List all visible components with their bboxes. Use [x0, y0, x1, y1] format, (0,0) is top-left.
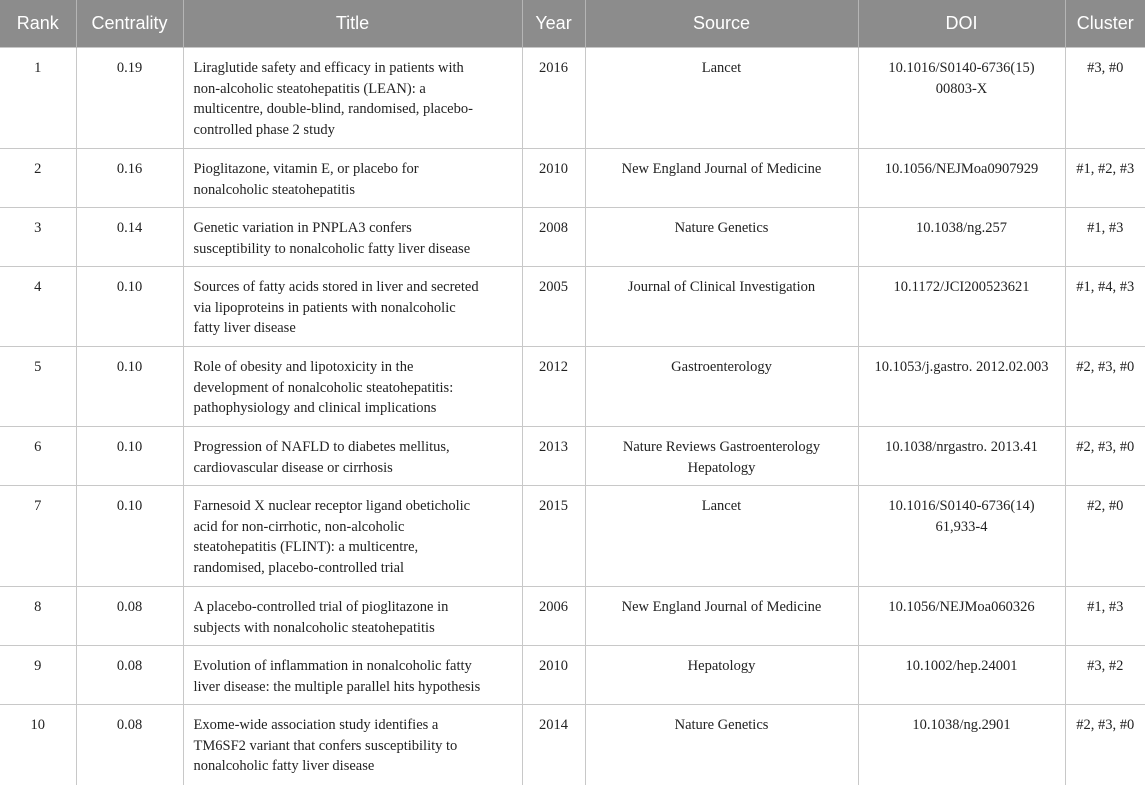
table-row [0, 646, 1145, 705]
year-cell: 2014 [522, 705, 585, 785]
centrality-cell: 0.10 [76, 486, 183, 587]
title-cell: Progression of NAFLD to diabetes mellitus, cardiovascular disease or cirrhosis [183, 427, 522, 486]
table-row [0, 427, 1145, 486]
cluster-cell: #3, #2 [1065, 646, 1145, 705]
source-cell: Journal of Clinical Investigation [585, 267, 858, 347]
source-cell: Nature Genetics [585, 705, 858, 785]
rank-cell: 1 [0, 48, 76, 149]
title-cell: Exome-wide association study identifies a TM6SF2 variant that confers susceptibility to nonalcoholic fatty liver disease [183, 705, 522, 785]
doi-cell: 10.1002/hep.24001 [858, 646, 1065, 705]
cluster-cell: #2, #3, #0 [1065, 427, 1145, 486]
year-cell: 2012 [522, 347, 585, 427]
source-cell: Gastroenterology [585, 347, 858, 427]
rank-cell: 5 [0, 347, 76, 427]
table-row [0, 347, 1145, 427]
table-row [0, 149, 1145, 208]
cluster-cell: #1, #4, #3 [1065, 267, 1145, 347]
title-cell: Farnesoid X nuclear receptor ligand obeticholic acid for non-cirrhotic, non-alcoholic steatohepatitis (FLINT): a multicentre, randomised, placebo-controlled trial [183, 486, 522, 587]
doi-cell: 10.1038/nrgastro. 2013.41 [858, 427, 1065, 486]
title-cell: Evolution of inflammation in nonalcoholic fatty liver disease: the multiple parallel hits hypothesis [183, 646, 522, 705]
rank-cell: 9 [0, 646, 76, 705]
cluster-cell: #1, #3 [1065, 208, 1145, 267]
source-cell: Nature Reviews Gastroenterology Hepatology [585, 427, 858, 486]
year-cell: 2005 [522, 267, 585, 347]
rank-cell: 10 [0, 705, 76, 785]
centrality-cell: 0.08 [76, 587, 183, 646]
centrality-cell: 0.10 [76, 267, 183, 347]
centrality-cell: 0.10 [76, 427, 183, 486]
centrality-cell: 0.08 [76, 646, 183, 705]
centrality-cell: 0.16 [76, 149, 183, 208]
cluster-cell: #3, #0 [1065, 48, 1145, 149]
rank-cell: 7 [0, 486, 76, 587]
centrality-cell: 0.19 [76, 48, 183, 149]
centrality-cell: 0.08 [76, 705, 183, 785]
source-cell: Nature Genetics [585, 208, 858, 267]
year-cell: 2013 [522, 427, 585, 486]
header-cluster: Cluster [1065, 0, 1145, 48]
doi-cell: 10.1016/S0140-6736(14) 61,933-4 [858, 486, 1065, 587]
year-cell: 2015 [522, 486, 585, 587]
rank-cell: 6 [0, 427, 76, 486]
cluster-cell: #2, #3, #0 [1065, 705, 1145, 785]
title-cell: Role of obesity and lipotoxicity in the development of nonalcoholic steatohepatitis: pathophysiology and clinical implications [183, 347, 522, 427]
rank-cell: 2 [0, 149, 76, 208]
source-cell: Lancet [585, 48, 858, 149]
table-row [0, 486, 1145, 587]
year-cell: 2010 [522, 149, 585, 208]
header-year: Year [522, 0, 585, 48]
title-cell: Pioglitazone, vitamin E, or placebo for nonalcoholic steatohepatitis [183, 149, 522, 208]
table-row [0, 267, 1145, 347]
table-row [0, 705, 1145, 785]
source-cell: Lancet [585, 486, 858, 587]
title-cell: Genetic variation in PNPLA3 confers susceptibility to nonalcoholic fatty liver disease [183, 208, 522, 267]
source-cell: Hepatology [585, 646, 858, 705]
header-doi: DOI [858, 0, 1065, 48]
cluster-cell: #1, #2, #3 [1065, 149, 1145, 208]
doi-cell: 10.1056/NEJMoa060326 [858, 587, 1065, 646]
table-row [0, 587, 1145, 646]
rank-cell: 4 [0, 267, 76, 347]
header-title: Title [183, 0, 522, 48]
header-source: Source [585, 0, 858, 48]
source-cell: New England Journal of Medicine [585, 149, 858, 208]
title-cell: Liraglutide safety and efficacy in patients with non-alcoholic steatohepatitis (LEAN): a multicentre, double-blind, randomised, placebo- controlled phase 2 study [183, 48, 522, 149]
year-cell: 2016 [522, 48, 585, 149]
title-cell: A placebo-controlled trial of pioglitazone in subjects with nonalcoholic steatohepatitis [183, 587, 522, 646]
doi-cell: 10.1038/ng.257 [858, 208, 1065, 267]
header-row [0, 0, 1145, 48]
year-cell: 2010 [522, 646, 585, 705]
doi-cell: 10.1016/S0140-6736(15) 00803-X [858, 48, 1065, 149]
year-cell: 2006 [522, 587, 585, 646]
rank-cell: 8 [0, 587, 76, 646]
doi-cell: 10.1038/ng.2901 [858, 705, 1065, 785]
header-centrality: Centrality [76, 0, 183, 48]
doi-cell: 10.1053/j.gastro. 2012.02.003 [858, 347, 1065, 427]
doi-cell: 10.1172/JCI200523621 [858, 267, 1065, 347]
rank-cell: 3 [0, 208, 76, 267]
year-cell: 2008 [522, 208, 585, 267]
cluster-cell: #2, #3, #0 [1065, 347, 1145, 427]
source-cell: New England Journal of Medicine [585, 587, 858, 646]
header-rank: Rank [0, 0, 76, 48]
doi-cell: 10.1056/NEJMoa0907929 [858, 149, 1065, 208]
cluster-cell: #2, #0 [1065, 486, 1145, 587]
title-cell: Sources of fatty acids stored in liver and secreted via lipoproteins in patients with nonalcoholic fatty liver disease [183, 267, 522, 347]
table-body [0, 48, 1145, 785]
cluster-cell: #1, #3 [1065, 587, 1145, 646]
centrality-cell: 0.10 [76, 347, 183, 427]
table-row [0, 208, 1145, 267]
table-row [0, 48, 1145, 149]
centrality-cell: 0.14 [76, 208, 183, 267]
